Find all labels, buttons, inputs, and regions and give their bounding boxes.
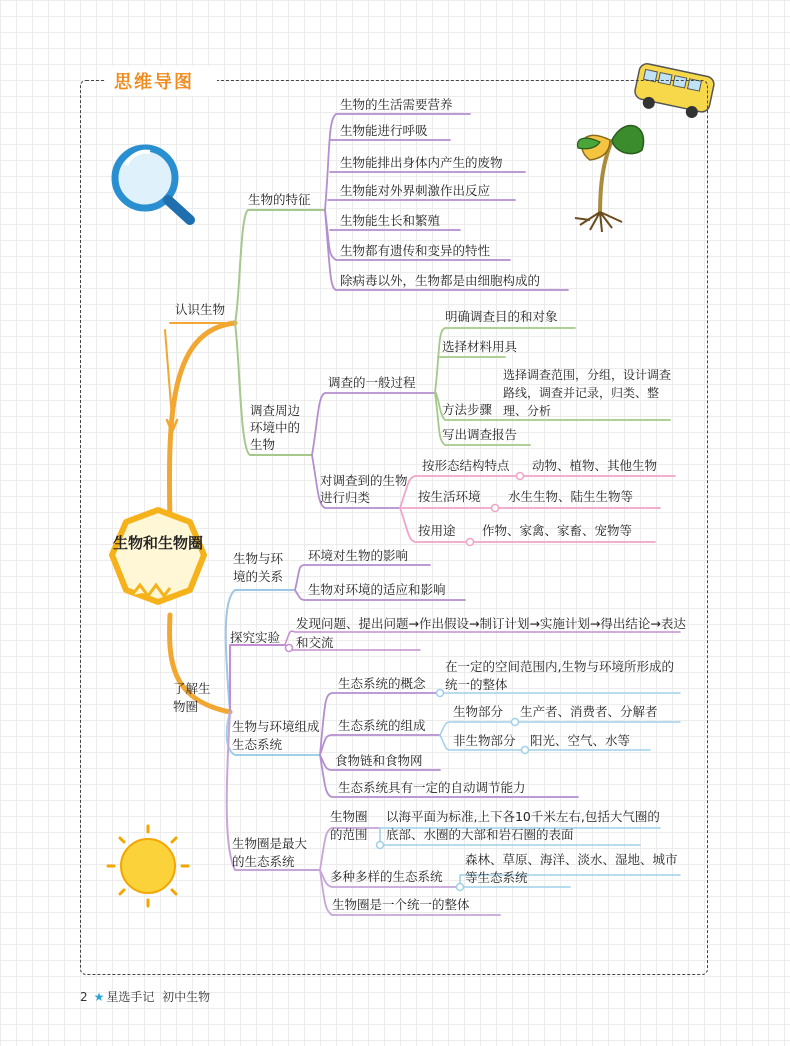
characteristic-item: 生物能生长和繁殖 [340,213,441,228]
relation-label: 生物与环境的关系 [233,551,284,584]
classify-by: 按形态结构特点 [422,458,510,473]
ecosystem-food-web: 食物链和食物网 [335,753,423,768]
page-title: 思维导图 [114,72,194,93]
classify-by: 按生活环境 [418,489,481,504]
biosphere-range-label: 生物圈的范围 [330,809,368,842]
branch2-label: 了解生物圈 [173,681,211,714]
page-footer [80,988,210,1005]
biosphere-label: 生物圈是最大的生态系统 [232,836,308,869]
classify-result: 动物、植物、其他生物 [532,458,658,473]
biosphere-diversity-label: 多种多样的生态系统 [330,869,443,884]
inquiry-label: 探究实验 [230,630,281,645]
inquiry-text: 发现问题、提出问题→作出假设→制订计划→实施计划→得出结论→表达和交流 [296,616,686,650]
characteristic-item: 生物的生活需要营养 [340,97,453,112]
relation-item: 环境对生物的影响 [308,548,409,563]
ecosystem-bio-text: 生产者、消费者、分解者 [520,704,658,719]
footer-subject: 初中生物 [162,990,211,1004]
survey-label: 调查周边环境中的生物 [250,403,301,452]
process-label: 调查的一般过程 [328,375,416,390]
page-number: 2 [80,990,88,1004]
footer-brand: 星选手记 [106,990,155,1004]
ecosystem-abio-text: 阳光、空气、水等 [530,733,631,748]
ecosystem-concept-text: 在一定的空间范围内,生物与环境所形成的统一的整体 [445,659,674,692]
ecosystem-label: 生物与环境组成生态系统 [232,719,320,752]
process-step: 写出调查报告 [442,427,518,442]
characteristic-item: 生物都有遗传和变异的特性 [340,243,491,258]
ecosystem-concept-label: 生态系统的概念 [338,676,426,691]
classify-result: 水生生物、陆生生物等 [508,489,634,504]
ecosystem-composition-label: 生态系统的组成 [338,718,426,733]
classify-by: 按用途 [418,523,456,538]
root-node-label: 生物和生物圈 [113,534,204,552]
process-step: 方法步骤 [442,402,493,417]
relation-item: 生物对环境的适应和影响 [308,582,446,597]
process-step: 明确调查目的和对象 [445,309,558,324]
process-method-detail: 选择调查范围，分组，设计调查路线，调查并记录，归类、整理、分析 [503,368,672,418]
characteristic-item: 生物能对外界刺激作出反应 [340,183,491,198]
characteristic-item: 生物能排出身体内产生的废物 [340,155,503,170]
biosphere-diversity-text: 森林、草原、海洋、淡水、湿地、城市等生态系统 [465,852,678,885]
classify-label: 对调查到的生物进行归类 [320,473,408,505]
classify-result: 作物、家禽、家畜、宠物等 [482,523,633,538]
characteristic-item: 除病毒以外，生物都是由细胞构成的 [340,273,541,288]
star-icon: ★ [93,990,105,1004]
characteristics-label: 生物的特征 [248,192,311,207]
biosphere-unity: 生物圈是一个统一的整体 [332,897,470,912]
process-step: 选择材料用具 [442,339,518,354]
ecosystem-bio-label: 生物部分 [453,704,504,719]
biosphere-range-text: 以海平面为标准,上下各10千米左右,包括大气圈的底部、水圈的大部和岩石圈的表面 [386,809,660,842]
ecosystem-self-regulation: 生态系统具有一定的自动调节能力 [338,780,526,795]
branch1-label: 认识生物 [175,302,226,317]
characteristic-item: 生物能进行呼吸 [340,123,428,138]
ecosystem-abio-label: 非生物部分 [453,733,516,748]
